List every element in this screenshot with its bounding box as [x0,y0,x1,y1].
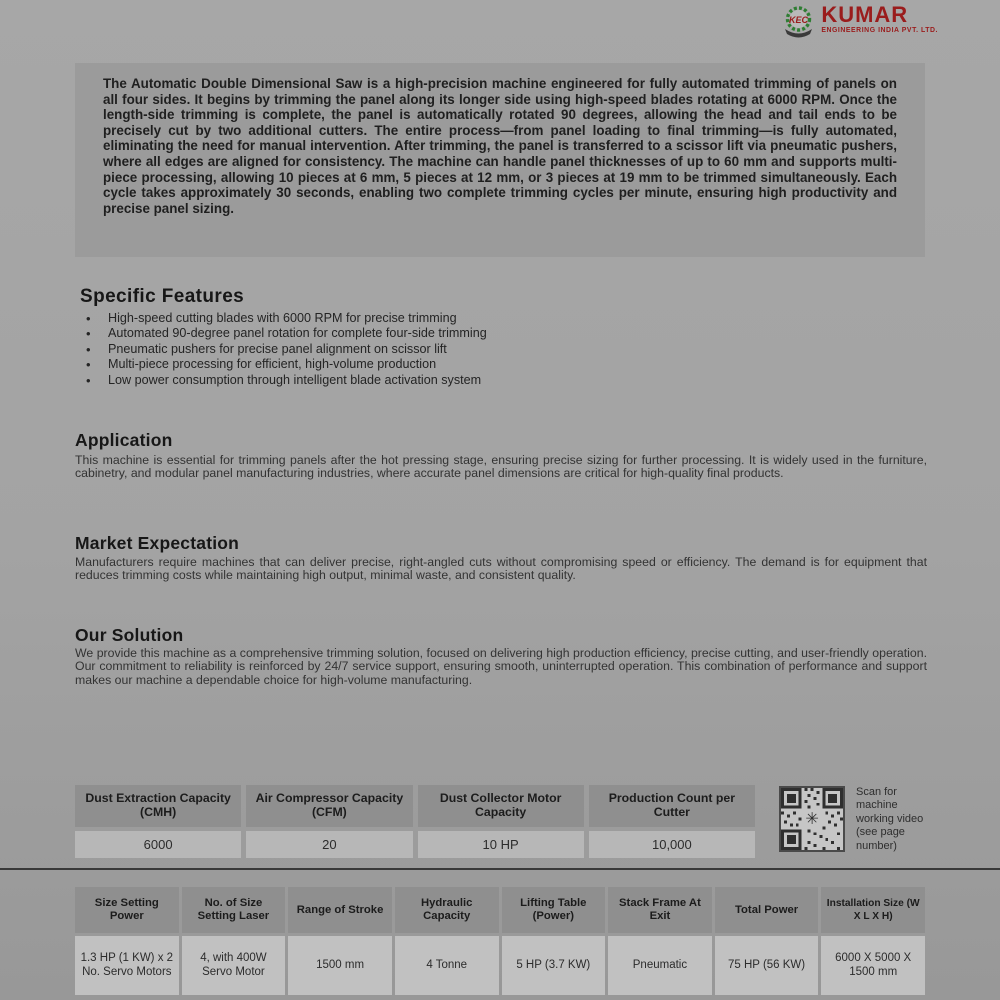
company-logo [780,4,938,46]
spec-bottom-value: 4, with 400W Servo Motor [182,936,286,995]
spec-bottom-header: Lifting Table (Power) [502,887,606,933]
spec-bottom-header: No. of Size Setting Laser [182,887,286,933]
brand-tagline: ENGINEERING INDIA PVT. LTD. [821,27,938,34]
brand-block [821,4,938,34]
feature-item: • Automated 90-degree panel rotation for complete four-side trimming [86,326,706,341]
qr-code-icon [779,786,845,852]
qr-caption: Scan for machine working video (see page number) [856,786,924,852]
spec-top-header: Air Compressor Capacity (CFM) [246,785,412,827]
intro-description: The Automatic Double Dimensional Saw is a high-precision machine engineered for fully automated trimming of panels on all four sides. It begins by trimming the panel along its longer side using high-speed blades rotating at 6000 RPM. Once the length-side trimming is complete, the panel is automatically rotated 90 degrees, allowing the head and tail ends to be precisely cut by two additional cutters. The entire process—from panel loading to final trimming—is fully automated, eliminating the need for manual intervention. After trimming, the panel is transferred to a scissor lift via pneumatic pushers, where all edges are aligned for consistency. The machine can handle panel thicknesses of up to 60 mm and supports multi-piece processing, allowing 10 pieces at 6 mm, 5 pieces at 12 mm, or 3 pieces at 19 mm to be trimmed simultaneously. Each cycle takes approximately 30 seconds, enabling two complete trimming cycles per minute, ensuring high productivity and precise panel sizing. [75,63,925,257]
feature-item: • Multi-piece processing for efficient, high-volume production [86,357,706,372]
brand-name: KUMAR [821,2,909,27]
kec-gear-emblem-icon [780,4,817,46]
section-title-application: Application [75,430,173,450]
feature-item: • High-speed cutting blades with 6000 RPM for precise trimming [86,311,706,326]
section-body-market-expectation: Manufacturers require machines that can deliver precise, right-angled cuts without compromising speed or efficiency. The demand is for equipment that reduces trimming costs while maintaining high output, minimal waste, and consistent quality. [75,555,927,583]
spec-bottom-value: 6000 X 5000 X 1500 mm [821,936,925,995]
spec-bottom-value: 1.3 HP (1 KW) x 2 No. Servo Motors [75,936,179,995]
spec-bottom-value: Pneumatic [608,936,712,995]
spec-top-value: 10,000 [589,831,755,858]
spec-bottom-header: Hydraulic Capacity [395,887,499,933]
spec-bottom-header: Installation Size (W X L X H) [821,887,925,933]
spec-bottom-header: Stack Frame At Exit [608,887,712,933]
spec-top-header: Dust Extraction Capacity (CMH) [75,785,241,827]
spec-table-bottom [75,887,925,995]
features-list [86,311,706,388]
section-title-our-solution: Our Solution [75,625,184,645]
spec-bottom-value: 5 HP (3.7 KW) [502,936,606,995]
section-body-our-solution: We provide this machine as a comprehensive trimming solution, focused on delivering high production efficiency, precise cutting, and user-friendly operation. Our commitment to reliability is reinforced by 24/7 service support, ensuring smooth, uninterrupted operation. This combination of performance and support makes our machine a dependable choice for high-volume manufacturing. [75,646,927,687]
spec-top-value: 6000 [75,831,241,858]
spec-top-value: 20 [246,831,412,858]
spec-bottom-value: 4 Tonne [395,936,499,995]
section-body-application: This machine is essential for trimming panels after the hot pressing stage, ensuring precise sizing for further processing. It is widely used in the furniture, cabinetry, and modular panel manufacturing industries, where accurate panel dimensions are critical for high-quality final products. [75,453,927,481]
feature-item: • Pneumatic pushers for precise panel alignment on scissor lift [86,342,706,357]
svg-text:KEC: KEC [789,15,809,25]
spec-bottom-value: 1500 mm [288,936,392,995]
spec-top-header: Dust Collector Motor Capacity [418,785,584,827]
horizontal-divider [0,868,1000,870]
section-title-market-expectation: Market Expectation [75,533,240,553]
spec-table-top [75,785,755,858]
feature-item: • Low power consumption through intelligent blade activation system [86,373,706,388]
spec-bottom-header: Range of Stroke [288,887,392,933]
spec-bottom-header: Total Power [715,887,819,933]
spec-bottom-value: 75 HP (56 KW) [715,936,819,995]
spec-top-header: Production Count per Cutter [589,785,755,827]
spec-bottom-header: Size Setting Power [75,887,179,933]
svg-text:✳: ✳ [805,809,819,829]
spec-top-value: 10 HP [418,831,584,858]
features-title: Specific Features [80,286,245,307]
